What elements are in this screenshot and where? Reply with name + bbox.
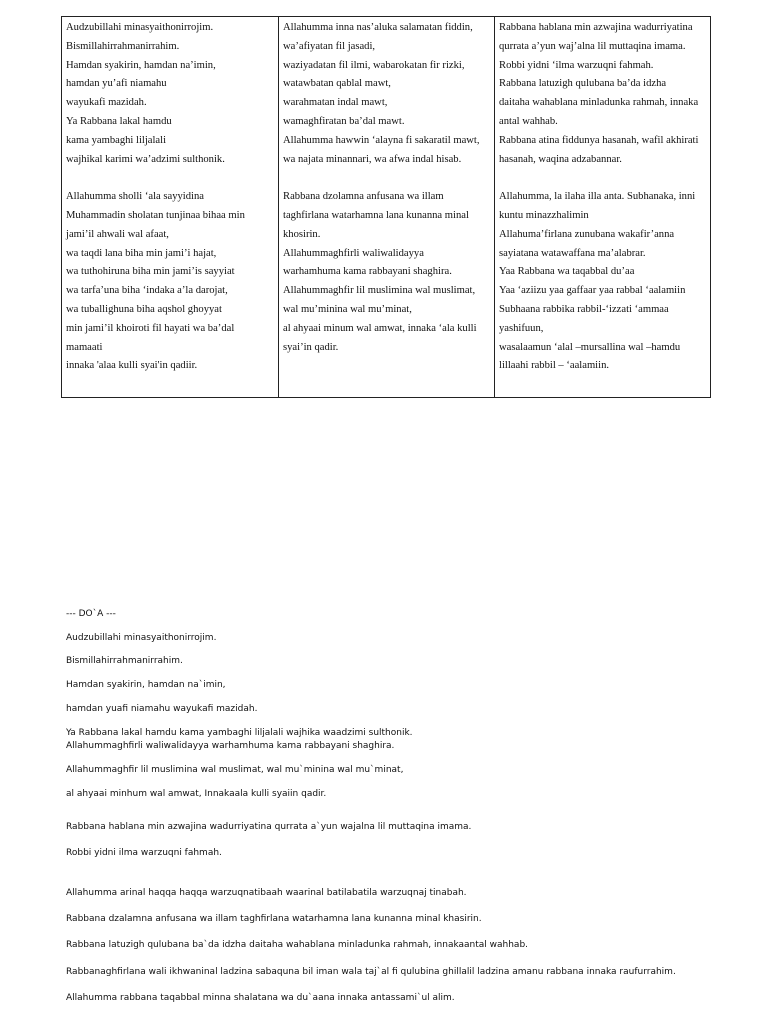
- table-line: hamdan yu’afi niamahu: [66, 78, 167, 90]
- doa-line: Bismillahirrahmanirrahim.: [66, 656, 183, 666]
- stanza-gap: [499, 169, 706, 188]
- doa-line: Hamdan syakirin, hamdan na`imin,: [66, 680, 226, 690]
- doa-line: Allahummaghfir lil muslimina wal muslimat, wal mu`minina wal mu`minat,: [66, 765, 404, 775]
- table-line: antal wahhab.: [499, 115, 558, 127]
- table-line: Allahummaghfirli waliwalidayya: [283, 247, 424, 259]
- table-line: taghfirlana watarhamna lana kunanna minal: [283, 209, 469, 221]
- table-line: Hamdan syakirin, hamdan na’imin,: [66, 59, 216, 71]
- table-line: wa’afiyatan fil jasadi,: [283, 40, 376, 52]
- table-line: Audzubillahi minasyaithonirrojim.: [66, 22, 214, 33]
- doa-line: Ya Rabbana lakal hamdu kama yambaghi liljalali wajhika waadzimi sulthonik.: [66, 728, 413, 738]
- table-line: Yaa ‘aziizu yaa gaffaar yaa rabbal ‘aalamiin: [499, 285, 686, 297]
- table-line: Rabbana dzolamna anfusana wa illam: [283, 191, 444, 203]
- table-line: wayukafi mazidah.: [66, 97, 147, 109]
- doa-line: hamdan yuafi niamahu wayukafi mazidah.: [66, 704, 258, 714]
- doa-line: Rabbanaghfirlana wali ikhwaninal ladzina sabaquna bil iman wala taj`al fi qulubina ghillalil ladzina amanu rabbana innaka raufurrahim.: [66, 967, 676, 977]
- table-line: kama yambaghi liljalali: [66, 134, 167, 146]
- table-line: Allahumma, la ilaha illa anta. Subhanaka, inni: [499, 191, 696, 203]
- table-line: syai’in qadir.: [283, 341, 339, 353]
- table-line: wa tuthohiruna biha min jami’is sayyiat: [66, 266, 235, 278]
- table-line: warahmatan indal mawt,: [283, 97, 388, 109]
- table-line: lillaahi rabbil – ‘aalamiin.: [499, 360, 610, 372]
- table-line: wa tarfa’una biha ‘indaka a’la darojat,: [66, 285, 228, 297]
- table-line: Yaa Rabbana wa taqabbal du’aa: [499, 266, 635, 278]
- table-line: Ya Rabbana lakal hamdu: [66, 115, 172, 127]
- table-line: Rabbana atina fiddunya hasanah, wafil akhirati: [499, 134, 699, 146]
- table-line: wal mu’minina wal mu’minat,: [283, 303, 412, 315]
- stanza-gap: [66, 169, 274, 188]
- doa-heading: --- DO`A ---: [66, 609, 116, 619]
- table-line: waziyadatan fil ilmi, wabarokatan fir rizki,: [283, 59, 465, 71]
- doa-line: Allahumma arinal haqqa haqqa warzuqnatibaah waarinal batilabatila warzuqnaj tinabah.: [66, 888, 467, 898]
- table-line: Rabbana hablana min azwajina wadurriyatina: [499, 22, 693, 33]
- table-line: Muhammadin sholatan tunjinaa bihaa min: [66, 209, 245, 221]
- table-line: Robbi yidni ‘ilma warzuqni fahmah.: [499, 59, 654, 71]
- doa-line: Robbi yidni ilma warzuqni fahmah.: [66, 848, 222, 858]
- table-line: min jami’il khoiroti fil hayati wa ba’dal: [66, 322, 235, 334]
- table-line: warhamhuma kama rabbayani shaghira.: [283, 266, 452, 278]
- table-line: Allahuma’firlana zunubana wakafir’anna: [499, 228, 675, 240]
- doa-line: Rabbana dzalamna anfusana wa illam taghfirlana watarhamna lana kunanna minal khasirin.: [66, 914, 482, 924]
- table-column-1: [62, 17, 278, 397]
- table-line: wa tuballighuna biha aqshol ghoyyat: [66, 303, 222, 315]
- table-line: al ahyaai minum wal amwat, innaka ‘ala kulli: [283, 322, 477, 334]
- doa-line: Audzubillahi minasyaithonirrojim.: [66, 633, 217, 643]
- table-line: Allahumma inna nas’aluka salamatan fiddin,: [283, 22, 473, 33]
- table-line: qurrata a’yun waj’alna lil muttaqina imama.: [499, 40, 686, 52]
- table-line: wa taqdi lana biha min jami’i hajat,: [66, 247, 217, 259]
- table-line: wajhikal karimi wa’adzimi sulthonik.: [66, 153, 225, 165]
- table-line: hasanah, waqina adzabannar.: [499, 153, 622, 165]
- table-line: wasalaamun ‘alal –mursallina wal –hamdu: [499, 341, 681, 353]
- table-line: Bismillahirrahmanirrahim.: [66, 40, 180, 52]
- table-line: Subhaana rabbika rabbil-‘izzati ‘ammaa: [499, 303, 669, 315]
- table-line: Rabbana latuzigh qulubana ba’da idzha: [499, 78, 667, 90]
- table-line: sayiatana watawaffana ma’alabrar.: [499, 247, 646, 259]
- table-column-2: [278, 17, 494, 397]
- table-column-3: [494, 17, 710, 397]
- stanza-gap: [283, 169, 490, 188]
- table-line: Allahumma sholli ‘ala sayyidina: [66, 191, 204, 203]
- table-line: Allahumma hawwin ‘alayna fi sakaratil mawt,: [283, 134, 480, 146]
- doa-line: al ahyaai minhum wal amwat, Innakaala kulli syaiin qadir.: [66, 789, 327, 799]
- table-line: khosirin.: [283, 228, 321, 240]
- table-line: watawbatan qablal mawt,: [283, 78, 391, 90]
- table-line: mamaati: [66, 341, 103, 353]
- table-line: wamaghfiratan ba’dal mawt.: [283, 115, 405, 127]
- doa-line: Allahummaghfirli waliwalidayya warhamhuma kama rabbayani shaghira.: [66, 741, 395, 751]
- table-line: yashifuun,: [499, 322, 544, 334]
- table-line: Allahummaghfir lil muslimina wal muslimat,: [283, 285, 476, 297]
- table-line: wa najata minannari, wa afwa indal hisab.: [283, 153, 462, 165]
- table-line: jami’il ahwali wal afaat,: [66, 228, 169, 240]
- table-line: innaka 'alaa kulli syai'in qadiir.: [66, 360, 198, 372]
- doa-line: Rabbana hablana min azwajina wadurriyatina qurrata a`yun wajalna lil muttaqina imama.: [66, 822, 472, 832]
- doa-line: Rabbana latuzigh qulubana ba`da idzha daitaha wahablana minladunka rahmah, innakaantal wahhab.: [66, 940, 529, 950]
- doa-line: Allahumma rabbana taqabbal minna shalatana wa du`aana innaka antassami`ul alim.: [66, 993, 455, 1003]
- table-line: daitaha wahablana minladunka rahmah, innaka: [499, 97, 699, 109]
- doa-table: [61, 16, 711, 398]
- table-line: kuntu minazzhalimin: [499, 209, 589, 221]
